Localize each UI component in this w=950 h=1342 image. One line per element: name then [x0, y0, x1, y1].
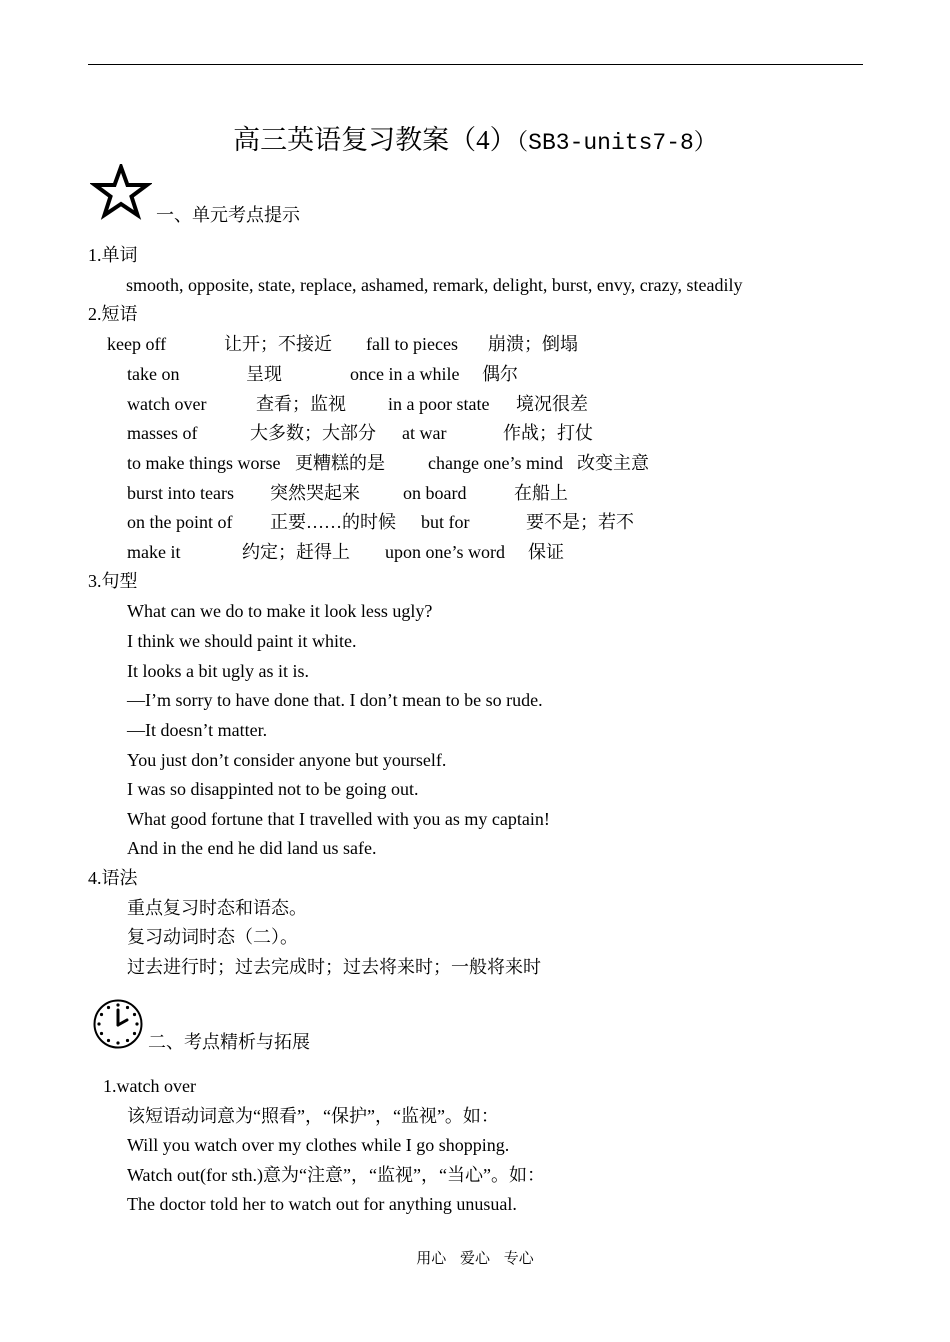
- sentence: —It doesn’t matter.: [127, 720, 268, 740]
- phrase-meaning: 改变主意: [577, 453, 649, 473]
- item-line: Will you watch over my clothes while I go shopping.: [127, 1135, 510, 1155]
- item-label: 1.watch over: [103, 1076, 196, 1096]
- phrase-meaning: 更糟糕的是: [295, 453, 385, 473]
- item-line: The doctor told her to watch out for anything unusual.: [127, 1194, 517, 1214]
- phrase-meaning: 崩溃；倒塌: [488, 334, 578, 354]
- sentence: What can we do to make it look less ugly?: [127, 601, 433, 621]
- phrase: to make things worse: [127, 453, 281, 473]
- sentence: —I’m sorry to have done that. I don’t mean to be so rude.: [127, 690, 543, 710]
- top-rule: [88, 64, 863, 65]
- words-list: smooth, opposite, state, replace, ashamed, remark, delight, burst, envy, crazy, steadily: [126, 275, 743, 295]
- phrase-meaning: 要不是；若不: [526, 512, 634, 532]
- words-label: 1.单词: [88, 245, 138, 265]
- phrase: in a poor state: [388, 394, 490, 414]
- phrase: on board: [403, 483, 467, 503]
- sentence: It looks a bit ugly as it is.: [127, 661, 309, 681]
- item-line: 该短语动词意为“照看”，“保护”，“监视”。如：: [127, 1106, 499, 1126]
- phrase-meaning: 让开；不接近: [224, 334, 332, 354]
- sentence: You just don’t consider anyone but yourself.: [127, 750, 447, 770]
- phrase-meaning: 大多数；大部分: [250, 423, 376, 443]
- sentence: I think we should paint it white.: [127, 631, 357, 651]
- phrase-meaning: 约定；赶得上: [242, 542, 350, 562]
- phrase: change one’s mind: [428, 453, 563, 473]
- phrase: upon one’s word: [385, 542, 505, 562]
- title-main: 高三英语复习教案（4）: [233, 125, 517, 155]
- clock-icon: [92, 998, 144, 1050]
- grammar-item: 重点复习时态和语态。: [127, 898, 307, 918]
- phrases-label: 2.短语: [88, 304, 138, 324]
- sentence: And in the end he did land us safe.: [127, 838, 377, 858]
- phrase: fall to pieces: [366, 334, 458, 354]
- item-line: Watch out(for sth.)意为“注意”，“监视”，“当心”。如：: [127, 1165, 545, 1185]
- phrase-meaning: 呈现: [246, 364, 282, 384]
- phrase-meaning: 正要……的时候: [270, 512, 396, 532]
- phrase-meaning: 境况很差: [516, 394, 588, 414]
- phrase: make it: [127, 542, 181, 562]
- title-sub: （SB3-units7-8）: [516, 130, 717, 156]
- phrase: watch over: [127, 394, 207, 414]
- phrase-meaning: 查看；监视: [256, 394, 346, 414]
- grammar-item: 过去进行时；过去完成时；过去将来时；一般将来时: [127, 957, 541, 977]
- sentences-label: 3.句型: [88, 571, 138, 591]
- section2-heading: 二、考点精析与拓展: [148, 1032, 310, 1052]
- grammar-label: 4.语法: [88, 868, 138, 888]
- phrase: but for: [421, 512, 470, 532]
- page-title: [0, 118, 950, 157]
- phrase: burst into tears: [127, 483, 234, 503]
- phrase: at war: [402, 423, 447, 443]
- grammar-item: 复习动词时态（二）。: [127, 927, 298, 947]
- sentence: What good fortune that I travelled with you as my captain!: [127, 809, 550, 829]
- phrase-meaning: 偶尔: [482, 364, 518, 384]
- page-footer: 用心 爱心 专心: [416, 1251, 534, 1267]
- phrase-meaning: 在船上: [514, 483, 568, 503]
- sentence: I was so disappinted not to be going out.: [127, 779, 419, 799]
- phrase: on the point of: [127, 512, 233, 532]
- phrase: once in a while: [350, 364, 460, 384]
- star-outline-icon: [90, 164, 152, 220]
- phrase-meaning: 作战；打仗: [503, 423, 593, 443]
- section1-heading: 一、单元考点提示: [156, 205, 300, 225]
- phrase: masses of: [127, 423, 198, 443]
- phrase: take on: [127, 364, 180, 384]
- phrase-meaning: 保证: [528, 542, 564, 562]
- phrase-meaning: 突然哭起来: [270, 483, 360, 503]
- phrase: keep off: [107, 334, 167, 354]
